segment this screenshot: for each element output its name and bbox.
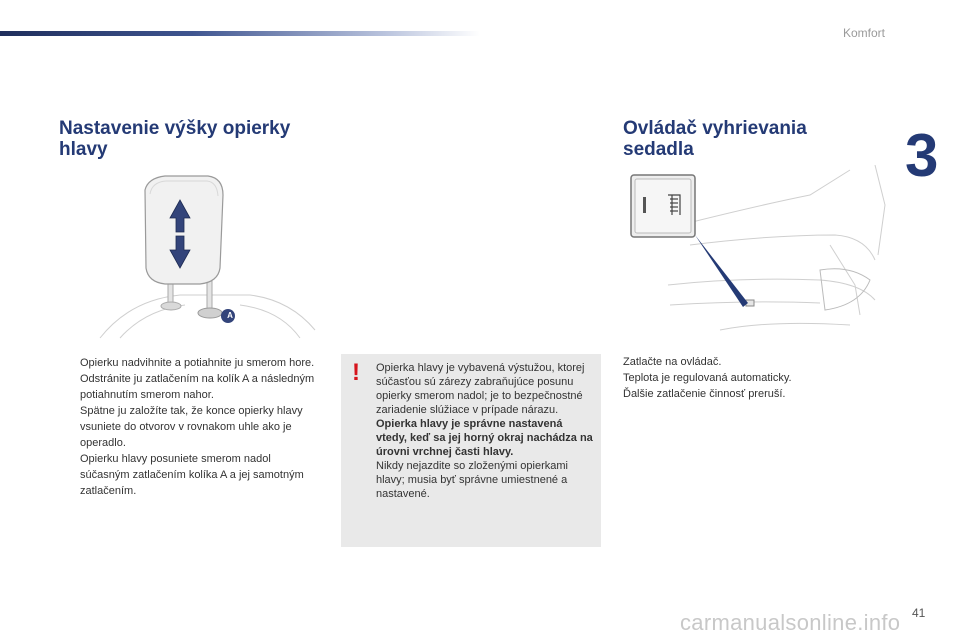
seat-heating-heading: Ovládač vyhrievania sedadla xyxy=(623,118,807,160)
seat-heating-line: Zatlačte na ovládač. xyxy=(623,356,722,368)
page-number: 41 xyxy=(912,606,926,620)
warning-paragraph-bold: Opierka hlavy je správne nastavená vtedy, keď sa jej horný okraj nachádza na úrovni vrchnej časti hlavy. xyxy=(376,418,593,458)
callout-a-label: A xyxy=(227,311,233,320)
warning-icon: ! xyxy=(352,359,360,386)
seat-heating-line: Teplota je regulovaná automaticky. xyxy=(623,372,792,384)
section-name: Komfort xyxy=(842,26,885,40)
warning-box xyxy=(341,354,601,547)
list-item: Spätne ju založíte tak, že konce opierky hlavy vsuniete do otvorov v rovnakom uhle ako je operadlo. xyxy=(80,405,303,449)
headrest-instructions-list xyxy=(60,355,320,499)
seat-heating-illustration xyxy=(620,165,890,335)
warning-paragraph: Nikdy nejazdite so zloženými opierkami hlavy; musia byť správne umiestnené a nastavené. xyxy=(376,460,568,500)
seat-heating-text xyxy=(623,354,853,402)
warning-text xyxy=(376,361,594,501)
header-gradient-bar xyxy=(0,31,480,36)
headrest-illustration xyxy=(90,170,320,340)
seat-heating-line: Ďalšie zatlačenie činnosť preruší. xyxy=(623,388,786,400)
list-item: Opierku nadvihnite a potiahnite ju smerom hore. xyxy=(80,357,315,369)
chapter-number: 3 xyxy=(905,122,939,189)
watermark: carmanualsonline.info xyxy=(680,610,901,635)
headrest-heading: Nastavenie výšky opierky hlavy xyxy=(59,118,291,160)
list-item: Odstránite ju zatlačením na kolík A a následným potiahnutím smerom nahor. xyxy=(80,373,315,401)
warning-paragraph: Opierka hlavy je vybavená výstužou, ktorej súčasťou sú zárezy zabraňujúce posunu opierky smerom nadol; je to bezpečnostné zariadenie slúžiace v prípade nárazu. xyxy=(376,362,585,416)
list-item: Opierku hlavy posuniete smerom nadol súčasným zatlačením kolíka A a jej samotným zatlačením. xyxy=(80,453,304,497)
